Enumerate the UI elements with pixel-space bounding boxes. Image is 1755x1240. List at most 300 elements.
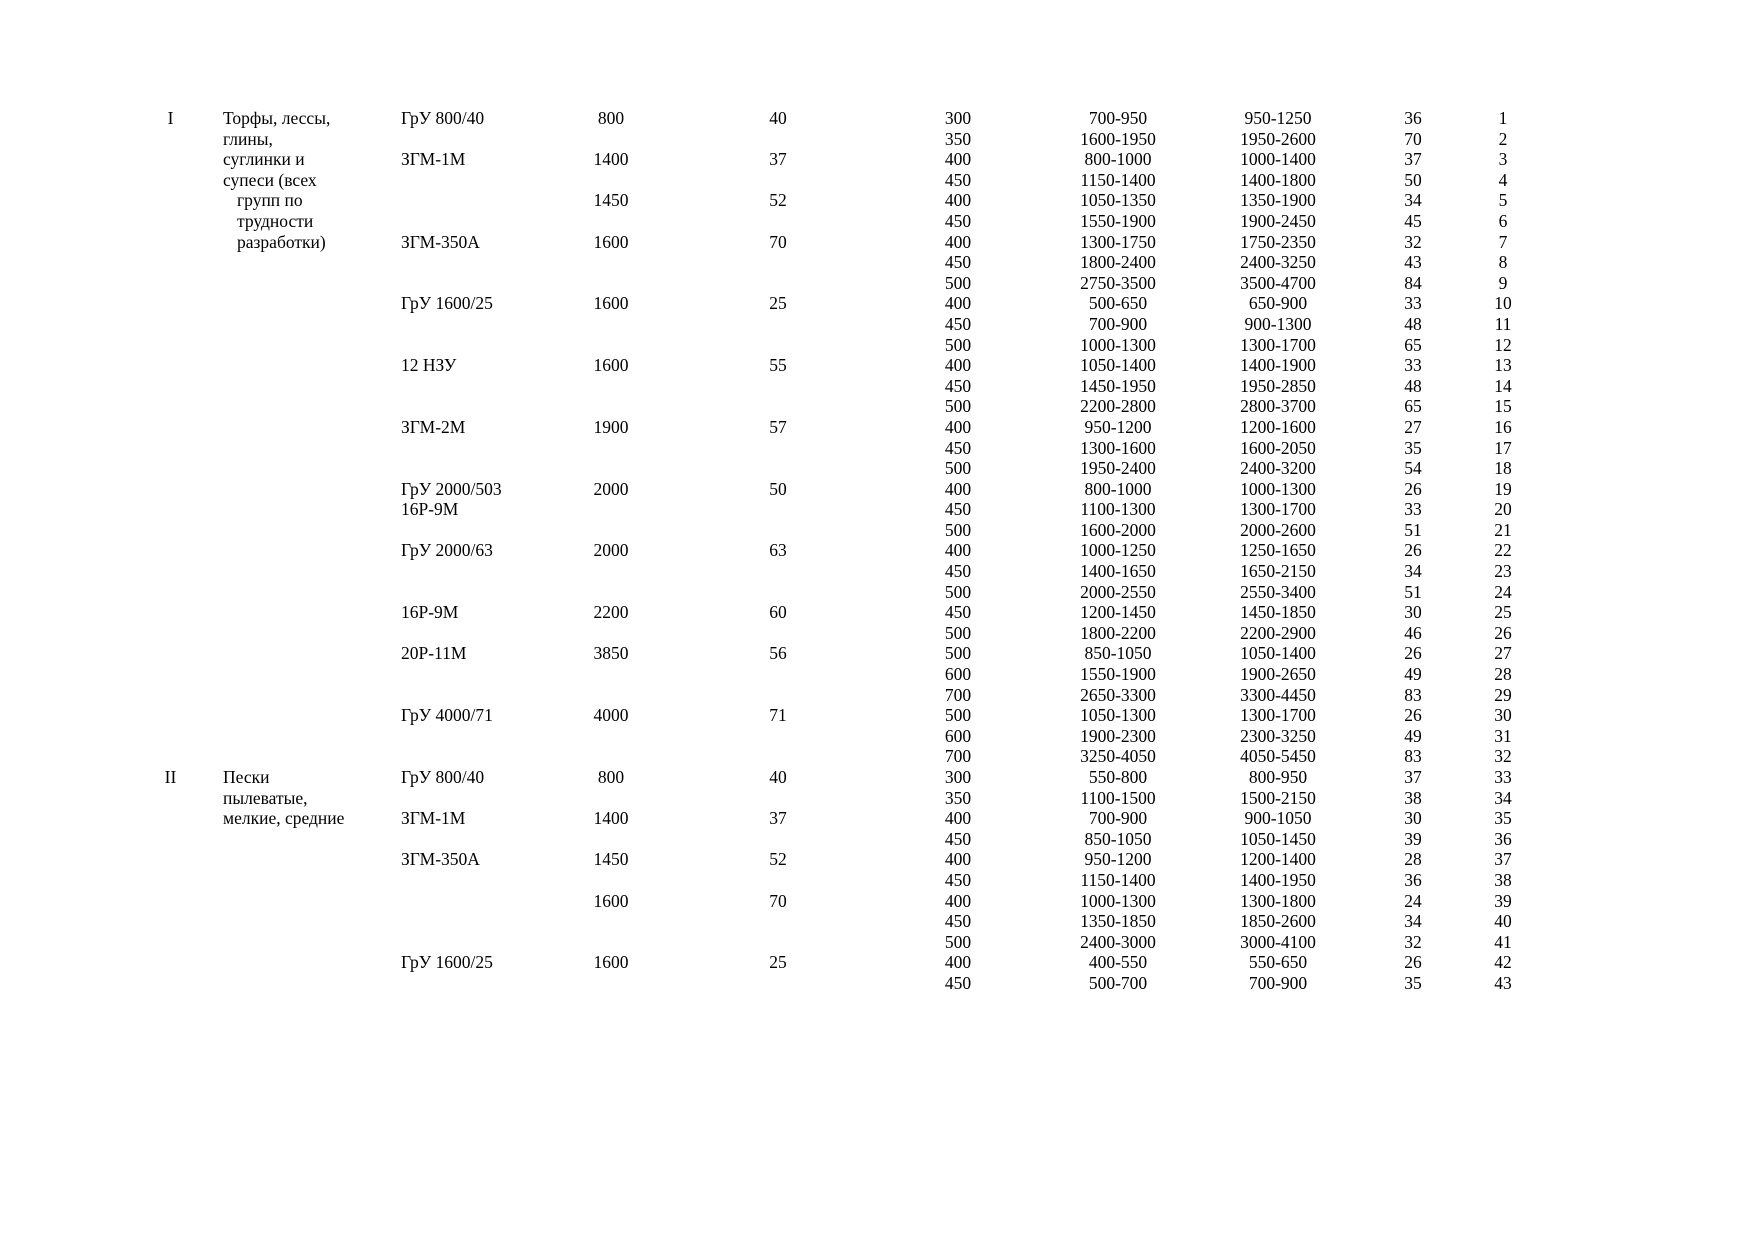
cell-range1-text: 1550-1900: [1080, 664, 1156, 685]
cell-range2-text: 4050-5450: [1240, 746, 1316, 767]
cell-param1-text: [544, 788, 678, 809]
cell-range2: [1198, 664, 1358, 685]
cell-depth: [878, 376, 1038, 397]
cell-range2: [1198, 190, 1358, 211]
cell-range1-text: 1050-1350: [1080, 190, 1156, 211]
cell-machine: [401, 870, 544, 891]
cell-range2-text: 1400-1950: [1240, 869, 1316, 890]
cell-range1: [1038, 767, 1198, 788]
cell-param1: [544, 705, 678, 726]
cell-range2: [1198, 685, 1358, 706]
cell-index: [1468, 396, 1538, 417]
cell-param1-text: [544, 829, 678, 850]
cell-range1: [1038, 973, 1198, 994]
cell-param1-text: [544, 973, 678, 994]
cell-machine: [401, 664, 544, 685]
cell-group-roman: [118, 891, 223, 912]
cell-indicator: [1358, 438, 1468, 459]
cell-machine: [401, 808, 544, 829]
cell-indicator: [1358, 623, 1468, 644]
cell-group-roman: [118, 952, 223, 973]
cell-depth: [878, 602, 1038, 623]
cell-machine-text: ГрУ 1600/25: [401, 293, 493, 314]
cell-soil-name: [223, 767, 401, 788]
cell-soil-name: [223, 643, 401, 664]
cell-range2-text: 1950-2850: [1240, 375, 1316, 396]
cell-depth: [878, 396, 1038, 417]
cell-indicator-text: 45: [1404, 210, 1422, 231]
cell-machine: [401, 705, 544, 726]
cell-soil-name-text: [223, 293, 401, 314]
cell-param2: [678, 952, 878, 973]
cell-range2-text: 1350-1900: [1240, 190, 1316, 211]
cell-soil-name-text: [223, 355, 401, 376]
cell-range1-text: 1050-1400: [1080, 355, 1156, 376]
cell-range1: [1038, 335, 1198, 356]
cell-range1-text: 1600-1950: [1080, 128, 1156, 149]
cell-machine-text: ГрУ 1600/25: [401, 952, 493, 973]
cell-index: [1468, 685, 1538, 706]
cell-range2-text: 1900-2450: [1240, 210, 1316, 231]
cell-param2-text: [678, 314, 878, 335]
cell-param2: [678, 355, 878, 376]
cell-param1: [544, 108, 678, 129]
cell-depth-text: 450: [944, 602, 972, 623]
cell-param1: [544, 293, 678, 314]
cell-indicator: [1358, 952, 1468, 973]
cell-group-roman-text: [118, 643, 223, 664]
cell-depth: [878, 664, 1038, 685]
cell-index-text: 20: [1494, 499, 1512, 520]
cell-range1-text: 800-1000: [1084, 478, 1152, 499]
cell-group-roman-text: [118, 726, 223, 747]
cell-machine: [401, 623, 544, 644]
cell-range1-text: 2650-3300: [1080, 684, 1156, 705]
cell-range2-text: 950-1250: [1244, 108, 1312, 128]
cell-group-roman: [118, 911, 223, 932]
cell-index: [1468, 602, 1538, 623]
cell-param2: [678, 891, 878, 912]
table-row: [118, 726, 1538, 747]
cell-indicator-text: 26: [1404, 540, 1422, 561]
cell-range2-text: 1250-1650: [1240, 540, 1316, 561]
cell-param2-text: 52: [769, 849, 787, 870]
cell-index: [1468, 788, 1538, 809]
cell-machine: [401, 314, 544, 335]
cell-param1-text: [544, 726, 678, 747]
cell-range1-text: 1600-2000: [1080, 519, 1156, 540]
cell-depth-text: 500: [944, 581, 972, 602]
cell-soil-name: [223, 520, 401, 541]
cell-range2: [1198, 767, 1358, 788]
cell-range1: [1038, 170, 1198, 191]
cell-range2-text: 1400-1900: [1240, 355, 1316, 376]
cell-param1-text: [544, 561, 678, 582]
cell-param2: [678, 932, 878, 953]
cell-param2-text: 52: [769, 190, 787, 211]
table-row: [118, 149, 1538, 170]
cell-param1-text: [544, 746, 678, 767]
cell-index-text: 42: [1494, 952, 1512, 973]
cell-soil-name: [223, 396, 401, 417]
cell-depth-text: 500: [944, 334, 972, 355]
cell-machine: [401, 129, 544, 150]
cell-range2: [1198, 726, 1358, 747]
cell-index: [1468, 808, 1538, 829]
cell-group-roman: [118, 540, 223, 561]
cell-group-roman: [118, 479, 223, 500]
cell-indicator-text: 32: [1404, 931, 1422, 952]
cell-soil-name: [223, 293, 401, 314]
cell-range1: [1038, 499, 1198, 520]
cell-machine-text: [401, 911, 544, 932]
cell-group-roman-text: [118, 376, 223, 397]
cell-soil-name: [223, 726, 401, 747]
cell-group-roman: [118, 829, 223, 850]
cell-machine: [401, 891, 544, 912]
cell-group-roman: [118, 664, 223, 685]
cell-range1-text: 1000-1250: [1080, 540, 1156, 561]
cell-index: [1468, 932, 1538, 953]
cell-index-text: 5: [1498, 190, 1508, 211]
cell-range1-text: 800-1000: [1084, 149, 1152, 170]
cell-depth-text: 450: [944, 972, 972, 993]
cell-depth: [878, 314, 1038, 335]
cell-indicator: [1358, 376, 1468, 397]
cell-machine: [401, 396, 544, 417]
cell-indicator-text: 54: [1404, 458, 1422, 479]
cell-indicator-text: 83: [1404, 746, 1422, 767]
cell-indicator: [1358, 643, 1468, 664]
cell-indicator: [1358, 273, 1468, 294]
cell-group-roman-text: [118, 870, 223, 891]
cell-depth-text: 350: [944, 128, 972, 149]
cell-param2: [678, 458, 878, 479]
cell-param1-text: [544, 582, 678, 603]
cell-soil-name: [223, 232, 401, 253]
cell-range2-text: 2800-3700: [1240, 396, 1316, 417]
cell-range1: [1038, 623, 1198, 644]
cell-range2: [1198, 849, 1358, 870]
cell-depth: [878, 355, 1038, 376]
cell-param1-text: [544, 252, 678, 273]
cell-index-text: 32: [1494, 746, 1512, 767]
cell-param1: [544, 973, 678, 994]
cell-range1: [1038, 438, 1198, 459]
cell-group-roman-text: II: [164, 767, 177, 787]
cell-param1: [544, 767, 678, 788]
cell-range2: [1198, 808, 1358, 829]
cell-depth-text: 500: [944, 396, 972, 417]
cell-index: [1468, 293, 1538, 314]
cell-param2-text: 57: [769, 416, 787, 437]
cell-depth-text: 400: [944, 849, 972, 870]
cell-param1: [544, 190, 678, 211]
cell-param1-text: [544, 211, 678, 232]
cell-range2-text: 550-650: [1248, 952, 1308, 973]
cell-depth: [878, 788, 1038, 809]
cell-indicator-text: 24: [1404, 890, 1422, 911]
table-row: [118, 582, 1538, 603]
cell-machine: [401, 911, 544, 932]
cell-param1: [544, 643, 678, 664]
table-row: [118, 870, 1538, 891]
cell-group-roman-text: [118, 252, 223, 273]
cell-param2-text: 25: [769, 293, 787, 314]
cell-indicator-text: 36: [1404, 108, 1422, 128]
cell-soil-name-text: [223, 561, 401, 582]
cell-range1: [1038, 479, 1198, 500]
cell-machine-text: [401, 190, 544, 211]
cell-depth: [878, 767, 1038, 788]
cell-index-text: 24: [1494, 581, 1512, 602]
cell-indicator-text: 38: [1404, 787, 1422, 808]
cell-depth-text: 400: [944, 416, 972, 437]
cell-group-roman: [118, 582, 223, 603]
cell-param2: [678, 149, 878, 170]
cell-machine-text: [401, 891, 544, 912]
cell-range1-text: 1450-1950: [1080, 375, 1156, 396]
cell-machine: [401, 273, 544, 294]
cell-machine: [401, 829, 544, 850]
data-table-container: [118, 108, 1648, 994]
cell-param2-text: [678, 685, 878, 706]
cell-depth-text: 450: [944, 911, 972, 932]
cell-range2: [1198, 499, 1358, 520]
cell-range2: [1198, 211, 1358, 232]
cell-param1-text: 1450: [593, 190, 629, 211]
cell-machine-text: [401, 726, 544, 747]
table-row: [118, 664, 1538, 685]
cell-range1: [1038, 582, 1198, 603]
cell-group-roman: [118, 355, 223, 376]
cell-param2-text: [678, 829, 878, 850]
cell-depth: [878, 973, 1038, 994]
cell-machine-text: [401, 932, 544, 953]
cell-depth: [878, 438, 1038, 459]
cell-soil-name-text: [223, 746, 401, 767]
cell-group-roman: [118, 232, 223, 253]
cell-group-roman-text: [118, 602, 223, 623]
table-body: [118, 108, 1538, 994]
cell-param1: [544, 314, 678, 335]
cell-indicator: [1358, 540, 1468, 561]
cell-machine: [401, 726, 544, 747]
cell-soil-name-text: [223, 685, 401, 706]
cell-param2-text: [678, 561, 878, 582]
table-row: [118, 396, 1538, 417]
cell-group-roman: [118, 788, 223, 809]
cell-param2-text: [678, 746, 878, 767]
cell-range1: [1038, 870, 1198, 891]
cell-param2: [678, 561, 878, 582]
cell-param2-text: 25: [769, 952, 787, 973]
cell-param1: [544, 623, 678, 644]
cell-range1-text: 950-1200: [1084, 849, 1152, 870]
cell-group-roman-text: [118, 438, 223, 459]
cell-range1: [1038, 149, 1198, 170]
cell-index-text: 8: [1498, 252, 1508, 273]
cell-machine-text: [401, 129, 544, 150]
cell-param2: [678, 499, 878, 520]
cell-soil-name: [223, 190, 401, 211]
cell-group-roman: [118, 273, 223, 294]
cell-machine-text: [401, 314, 544, 335]
cell-indicator-text: 34: [1404, 561, 1422, 582]
cell-group-roman-text: [118, 273, 223, 294]
table-row: [118, 911, 1538, 932]
cell-index-text: 33: [1494, 767, 1512, 787]
cell-range2: [1198, 932, 1358, 953]
cell-index-text: 28: [1494, 664, 1512, 685]
cell-param2: [678, 396, 878, 417]
cell-range2: [1198, 705, 1358, 726]
cell-index-text: 43: [1494, 972, 1512, 993]
cell-group-roman: [118, 932, 223, 953]
cell-indicator: [1358, 870, 1468, 891]
cell-param1: [544, 849, 678, 870]
cell-depth: [878, 170, 1038, 191]
cell-group-roman: [118, 211, 223, 232]
cell-soil-name-text: [223, 911, 401, 932]
cell-machine: [401, 417, 544, 438]
table-row: [118, 767, 1538, 788]
cell-param2: [678, 211, 878, 232]
cell-indicator: [1358, 685, 1468, 706]
cell-param1-text: 2200: [593, 602, 629, 623]
cell-param2-text: 63: [769, 540, 787, 561]
cell-depth-text: 300: [944, 767, 972, 787]
cell-index: [1468, 829, 1538, 850]
cell-group-roman-text: [118, 190, 223, 211]
cell-range1: [1038, 108, 1198, 129]
cell-soil-name-text: [223, 438, 401, 459]
cell-soil-name-text: групп по: [237, 190, 303, 211]
cell-range1-text: 1550-1900: [1080, 210, 1156, 231]
cell-machine-text: [401, 520, 544, 541]
cell-param2-text: [678, 582, 878, 603]
cell-machine: [401, 232, 544, 253]
cell-depth: [878, 932, 1038, 953]
cell-machine-text: 20Р-11М: [401, 643, 467, 664]
cell-machine-text: ГрУ 800/40: [401, 108, 485, 128]
cell-index: [1468, 561, 1538, 582]
cell-group-roman-text: [118, 891, 223, 912]
cell-indicator: [1358, 808, 1468, 829]
cell-param2: [678, 252, 878, 273]
cell-depth: [878, 458, 1038, 479]
cell-index: [1468, 211, 1538, 232]
cell-range1-text: 700-900: [1088, 313, 1148, 334]
cell-group-roman-text: I: [167, 108, 174, 128]
cell-depth: [878, 911, 1038, 932]
cell-index-text: 1: [1498, 108, 1508, 128]
cell-indicator: [1358, 396, 1468, 417]
cell-machine-text: [401, 582, 544, 603]
cell-machine: [401, 149, 544, 170]
cell-param2-text: [678, 129, 878, 150]
cell-param1-text: [544, 438, 678, 459]
cell-soil-name: [223, 705, 401, 726]
cell-index: [1468, 170, 1538, 191]
table-row: [118, 376, 1538, 397]
cell-range1-text: 2750-3500: [1080, 272, 1156, 293]
cell-range1: [1038, 417, 1198, 438]
cell-depth-text: 400: [944, 952, 972, 973]
cell-soil-name: [223, 355, 401, 376]
cell-group-roman-text: [118, 458, 223, 479]
cell-range2-text: 2400-3250: [1240, 252, 1316, 273]
cell-soil-name: [223, 685, 401, 706]
cell-depth-text: 500: [944, 458, 972, 479]
cell-index-text: 18: [1494, 458, 1512, 479]
cell-range2-text: 1300-1700: [1240, 334, 1316, 355]
cell-range1: [1038, 911, 1198, 932]
cell-range2: [1198, 149, 1358, 170]
cell-range2: [1198, 129, 1358, 150]
cell-depth-text: 450: [944, 375, 972, 396]
cell-index: [1468, 438, 1538, 459]
cell-indicator-text: 30: [1404, 602, 1422, 623]
cell-machine: [401, 458, 544, 479]
cell-range2-text: 1300-1800: [1240, 890, 1316, 911]
cell-indicator: [1358, 520, 1468, 541]
cell-indicator: [1358, 170, 1468, 191]
cell-param2-text: [678, 376, 878, 397]
cell-indicator-text: 26: [1404, 952, 1422, 973]
cell-soil-name-text: [223, 540, 401, 561]
cell-depth-text: 300: [944, 108, 972, 128]
cell-indicator: [1358, 232, 1468, 253]
cell-soil-name-text: разработки): [237, 231, 326, 252]
table-row: [118, 190, 1538, 211]
cell-param2: [678, 685, 878, 706]
cell-group-roman-text: [118, 973, 223, 994]
cell-range1-text: 1100-1500: [1080, 787, 1156, 808]
cell-machine: [401, 355, 544, 376]
cell-range1: [1038, 211, 1198, 232]
cell-depth-text: 500: [944, 705, 972, 726]
cell-depth: [878, 705, 1038, 726]
cell-range1: [1038, 726, 1198, 747]
cell-group-roman-text: [118, 479, 223, 500]
cell-index: [1468, 417, 1538, 438]
cell-indicator: [1358, 479, 1468, 500]
cell-indicator: [1358, 746, 1468, 767]
cell-param1-text: [544, 314, 678, 335]
cell-machine-text: [401, 438, 544, 459]
cell-param2-text: [678, 623, 878, 644]
cell-group-roman: [118, 726, 223, 747]
cell-index-text: 14: [1494, 375, 1512, 396]
cell-depth-text: 400: [944, 355, 972, 376]
cell-depth: [878, 540, 1038, 561]
cell-param1-text: [544, 396, 678, 417]
table-row: [118, 479, 1538, 500]
cell-param1: [544, 129, 678, 150]
cell-soil-name: [223, 417, 401, 438]
cell-param2-text: 37: [769, 808, 787, 829]
cell-group-roman: [118, 396, 223, 417]
cell-param1: [544, 520, 678, 541]
cell-range1-text: 500-700: [1088, 972, 1148, 993]
cell-group-roman: [118, 623, 223, 644]
cell-range1: [1038, 129, 1198, 150]
cell-index: [1468, 252, 1538, 273]
cell-soil-name: [223, 808, 401, 829]
table-row: [118, 891, 1538, 912]
cell-soil-name-text: [223, 870, 401, 891]
